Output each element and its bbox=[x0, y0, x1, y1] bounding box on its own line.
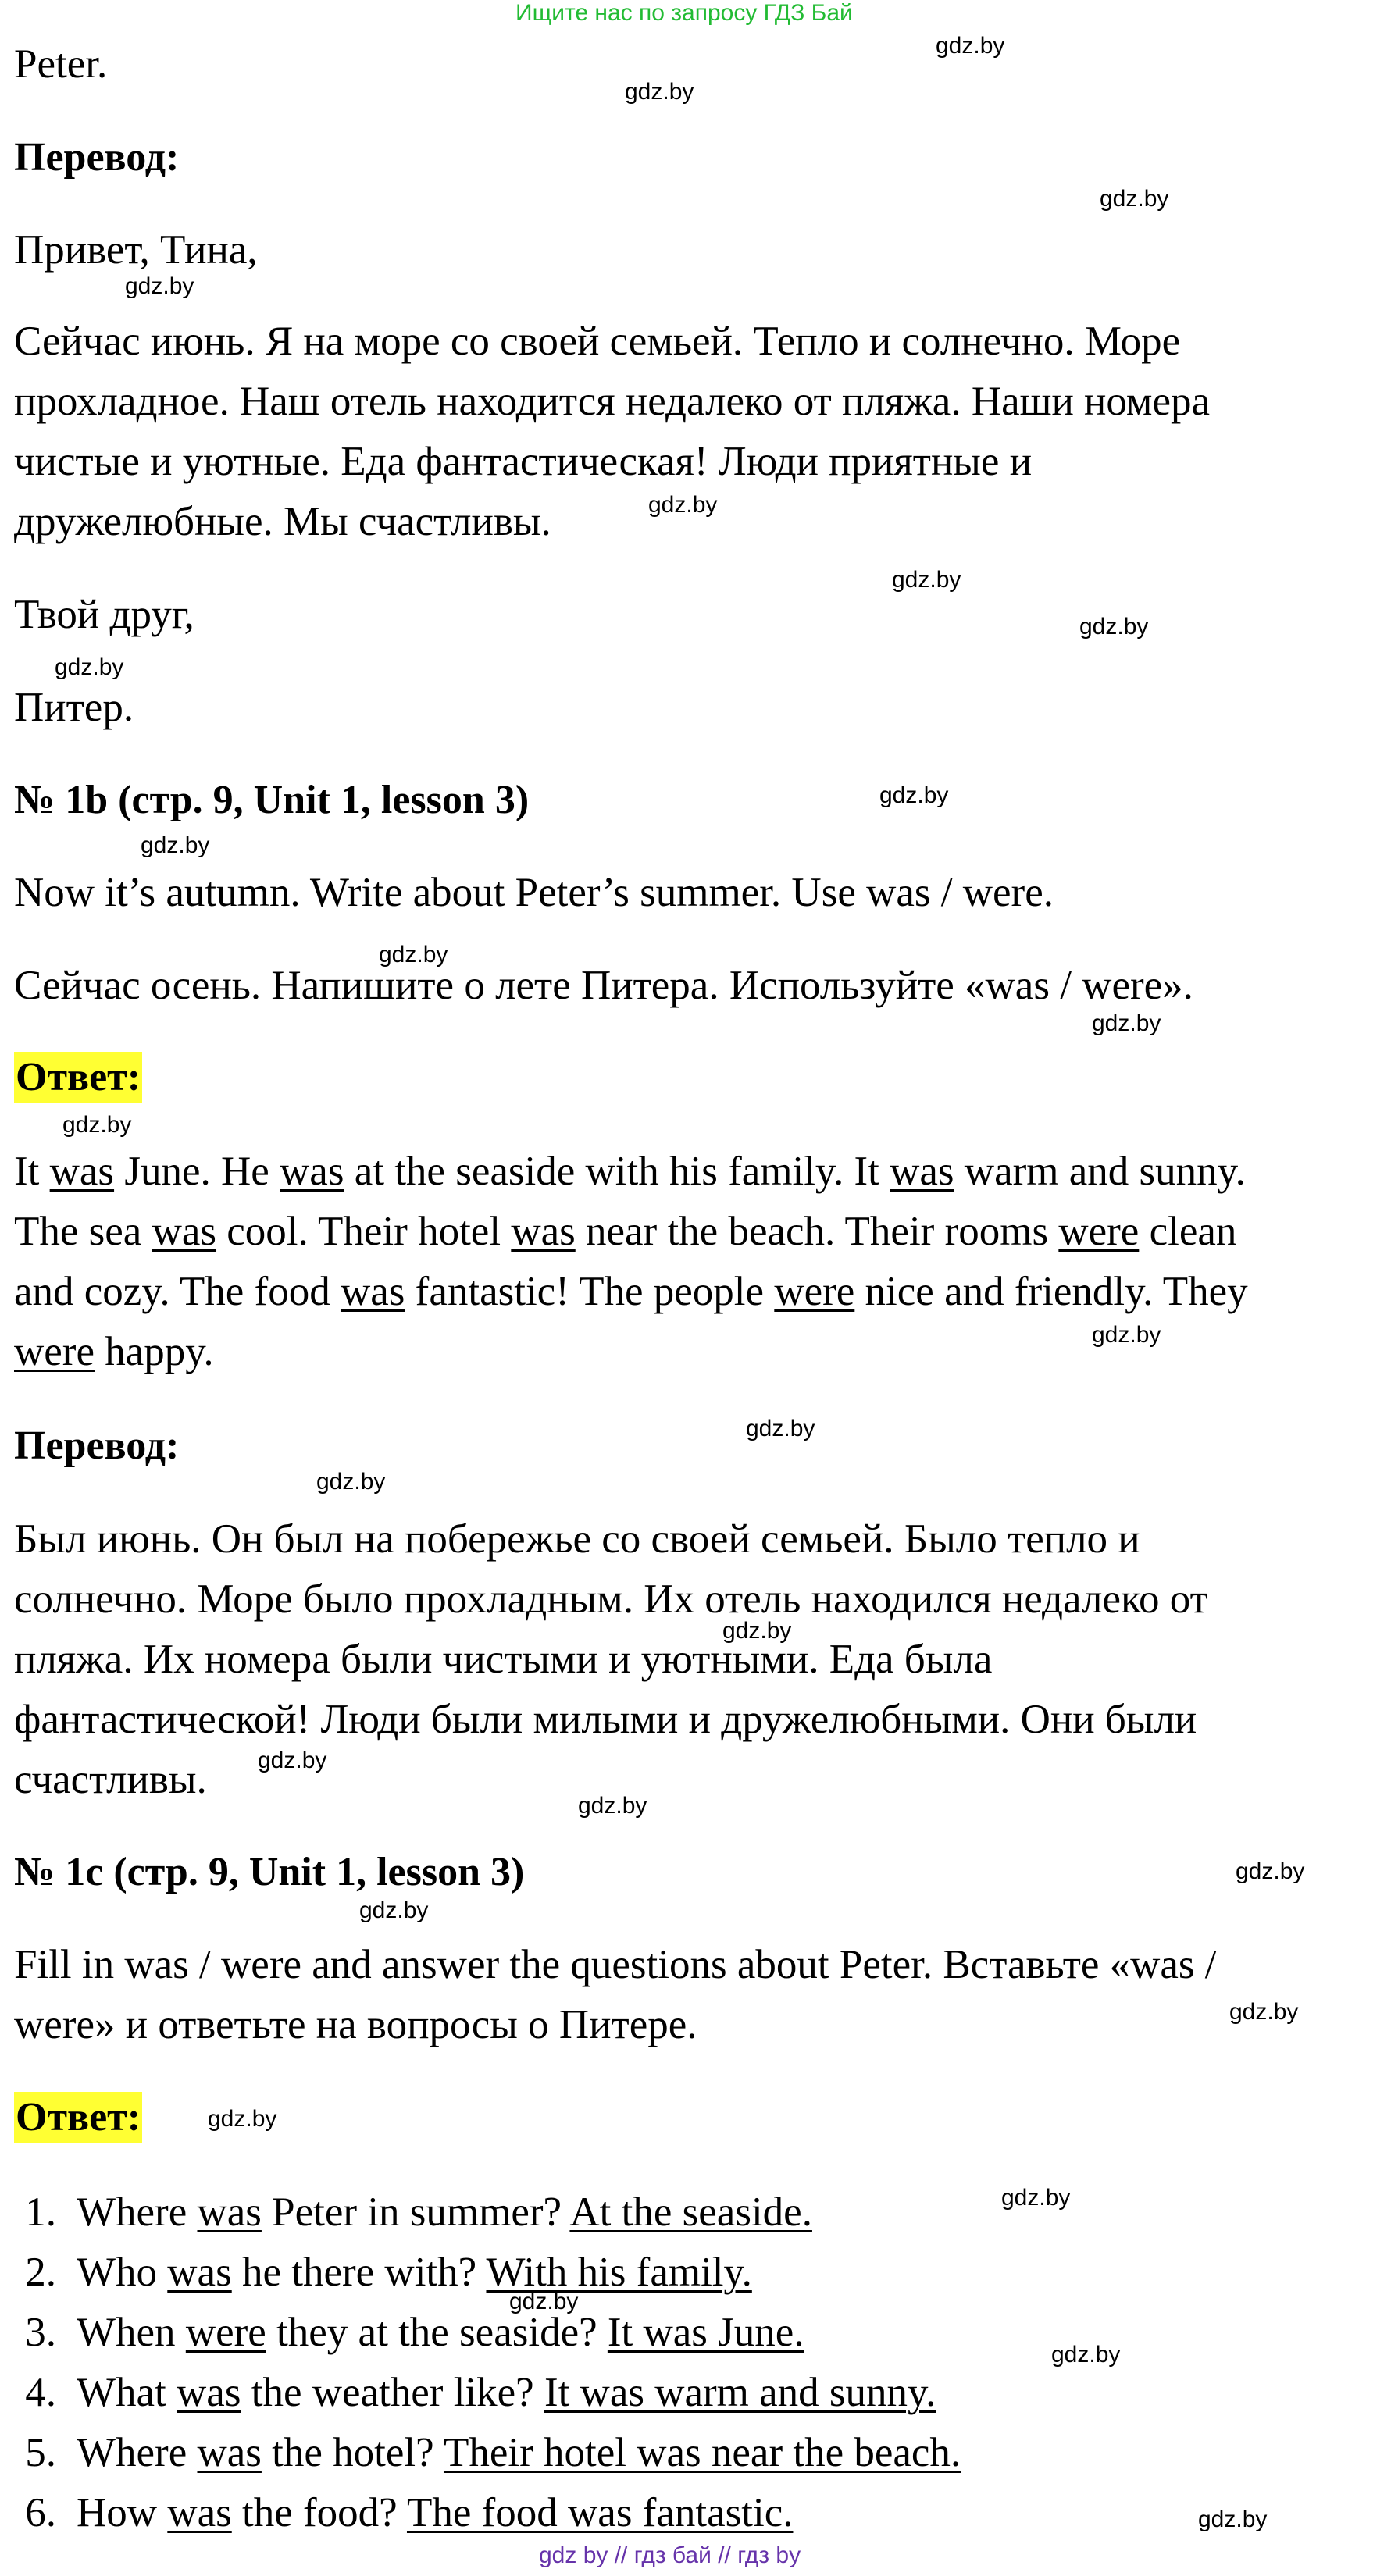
answer-label: Ответ: bbox=[14, 1052, 142, 1103]
watermark: gdz.by bbox=[1229, 1999, 1299, 2025]
watermark: gdz.by bbox=[1198, 2507, 1268, 2532]
watermark: gdz.by bbox=[746, 1416, 815, 1441]
watermark: gdz.by bbox=[1092, 1010, 1161, 1036]
answer-line: and cozy. The food was fantastic! The people were nice and friendly. They bbox=[14, 1269, 1248, 1314]
watermark: gdz.by bbox=[578, 1793, 647, 1819]
watermark: gdz.by bbox=[359, 1897, 429, 1923]
translation-heading: Перевод: bbox=[14, 1423, 180, 1468]
list-item: 3. When were they at the seaside? It was June. bbox=[25, 2310, 804, 2355]
list-item: 2. Who was he there with? With his family. bbox=[25, 2250, 752, 2295]
letter-line: чистые и уютные. Еда фантастическая! Люди приятные и bbox=[14, 439, 1033, 484]
site-banner: Ищите нас по запросу ГДЗ Бай bbox=[515, 0, 853, 26]
task-1c-instruction: Fill in was / were and answer the questions about Peter. Вставьте «was / bbox=[14, 1942, 1217, 1987]
list-item: 5. Where was the hotel? Their hotel was near the beach. bbox=[25, 2430, 961, 2475]
watermark: gdz.by bbox=[1092, 1322, 1161, 1348]
letter-name: Питер. bbox=[14, 685, 134, 730]
letter-line: прохладное. Наш отель находится недалеко от пляжа. Наши номера bbox=[14, 379, 1210, 424]
footer-links: gdz by // гдз бай // гдз by bbox=[539, 2542, 801, 2568]
watermark: gdz.by bbox=[1079, 614, 1149, 640]
translation-line: фантастической! Люди были милыми и дружелюбными. Они были bbox=[14, 1697, 1197, 1742]
watermark: gdz.by bbox=[892, 567, 961, 593]
letter-line: дружелюбные. Мы счастливы. bbox=[14, 499, 551, 544]
answer-line: It was June. He was at the seaside with his family. It was warm and sunny. bbox=[14, 1149, 1246, 1194]
task-1c-heading: № 1c (стр. 9, Unit 1, lesson 3) bbox=[14, 1850, 525, 1894]
answer-line: were happy. bbox=[14, 1329, 214, 1374]
watermark: gdz.by bbox=[648, 492, 718, 518]
watermark: gdz.by bbox=[936, 33, 1005, 59]
letter-greeting: Привет, Тина, bbox=[14, 227, 258, 273]
watermark: gdz.by bbox=[879, 782, 949, 808]
watermark: gdz.by bbox=[62, 1112, 132, 1138]
letter-closing: Твой друг, bbox=[14, 592, 194, 637]
task-1c-instruction: were» и ответьте на вопросы о Питере. bbox=[14, 2002, 697, 2047]
watermark: gdz.by bbox=[509, 2289, 579, 2314]
watermark: gdz.by bbox=[141, 832, 210, 858]
watermark: gdz.by bbox=[1051, 2342, 1121, 2368]
watermark: gdz.by bbox=[1100, 186, 1169, 212]
watermark: gdz.by bbox=[625, 79, 694, 105]
translation-heading: Перевод: bbox=[14, 135, 180, 180]
watermark: gdz.by bbox=[722, 1618, 792, 1644]
watermark: gdz.by bbox=[1001, 2185, 1071, 2211]
task-1b-heading: № 1b (стр. 9, Unit 1, lesson 3) bbox=[14, 778, 530, 822]
list-item: 6. How was the food? The food was fantastic. bbox=[25, 2490, 794, 2535]
watermark: gdz.by bbox=[208, 2106, 277, 2132]
answer-label: Ответ: bbox=[14, 2092, 142, 2143]
translation-line: счастливы. bbox=[14, 1757, 207, 1802]
watermark: gdz.by bbox=[258, 1748, 327, 1773]
list-item: 4. What was the weather like? It was warm and sunny. bbox=[25, 2370, 936, 2415]
watermark: gdz.by bbox=[55, 654, 124, 680]
translation-line: пляжа. Их номера были чистыми и уютными. Еда была bbox=[14, 1637, 993, 1682]
task-1b-instruction-en: Now it’s autumn. Write about Peter’s summer. Use was / were. bbox=[14, 870, 1054, 915]
list-item: 1. Where was Peter in summer? At the seaside. bbox=[25, 2189, 812, 2235]
watermark: gdz.by bbox=[1236, 1858, 1305, 1884]
translation-line: Был июнь. Он был на побережье со своей семьей. Было тепло и bbox=[14, 1516, 1140, 1562]
signature-peter: Peter. bbox=[14, 41, 108, 87]
watermark: gdz.by bbox=[125, 273, 194, 299]
letter-line: Сейчас июнь. Я на море со своей семьей. Тепло и солнечно. Море bbox=[14, 319, 1181, 364]
watermark: gdz.by bbox=[379, 942, 448, 967]
translation-line: солнечно. Море было прохладным. Их отель находился недалеко от bbox=[14, 1577, 1208, 1622]
task-1b-instruction-ru: Сейчас осень. Напишите о лете Питера. Используйте «was / were». bbox=[14, 963, 1193, 1008]
watermark: gdz.by bbox=[316, 1469, 386, 1495]
answer-line: The sea was cool. Their hotel was near the beach. Their rooms were clean bbox=[14, 1209, 1237, 1254]
